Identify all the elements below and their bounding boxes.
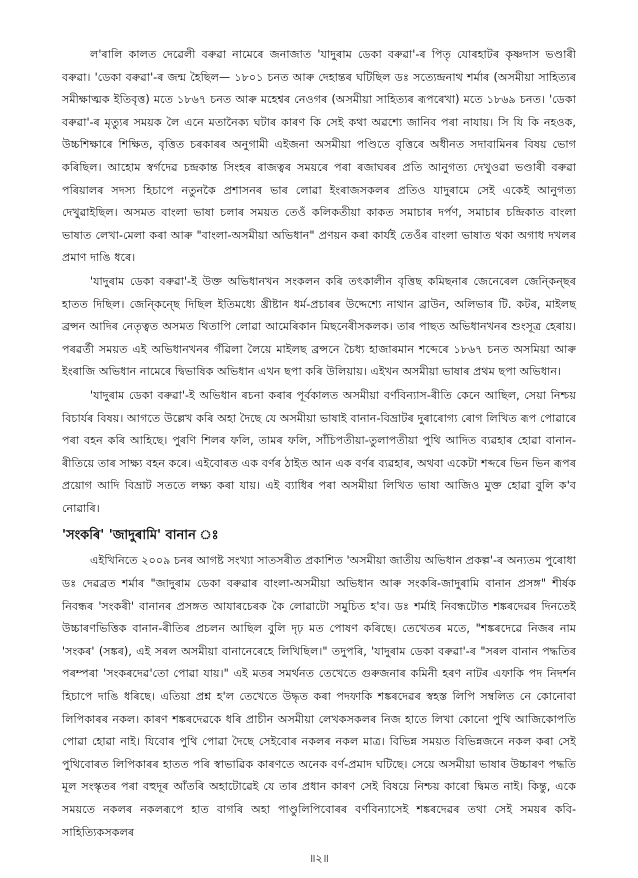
paragraph-1: ল'ৰালি কালত দেৱেলী বৰুৱা নামেৰে জনাজাত 'যাদুৰাম ডেকা বৰুৱা'-ৰ পিতৃ যোৰহাটৰ কৃষ্ণদাস ভণ্ডাৰী বৰুৱা। 'ডেকা বৰুৱা'-ৰ জন্ম হৈছিল— ১৮০১ চনত আৰু দেহান্তৰ ঘটিছিল ডঃ সত্যেন্দ্ৰনাথ শৰ্মাৰ (অসমীয়া সাহিত্যৰ সমীক্ষাত্মক ইতিবৃত্ত) মতে ১৮৬৭ চনত আৰু মহেশ্বৰ নেওগৰ (অসমীয়া সাহিত্যৰ ৰূপৰেখা) মতে ১৮৬৯ চনত। 'ডেকা বৰুৱা'-ৰ মৃত্যুৰ সময়ক লৈ এনে মতানৈক্য ঘটাৰ কাৰণ কি সেই কথা অৱশ্যে জানিব পৰা নাযায়। সি যি কি নহওক, উচ্চশিক্ষাৰে শিক্ষিত, বৃত্তিত চৰকাৰৰ অনুগামী এইজনা অসমীয়া পণ্ডিতে বৃত্তিৰে অধীনত সদাবামিনৰ বিষয় ভোগ কৰিছিল। আহোম স্বৰ্গদেৱ চন্দ্ৰকান্ত সিংহৰ ৰাজত্বৰ সময়ৰে পৰা ৰজাঘৰৰ প্ৰতি আনুগত্য দেখুওৱা ভণ্ডাৰী বৰুৱা পৰিয়ালৰ সদস্য হিচাপে নতুনকৈ প্ৰশাসনৰ ভাৰ লোৱা ইংৰাজসকলৰ প্ৰতিও যাদুৰামে সেই একেই আনুগত্য দেখুৱাইছিল। অসমত বাংলা ভাষা চলাৰ সময়ত তেওঁ কলিকতীয়া কাকত সমাচাৰ দৰ্পণ, সমাচাৰ চন্দ্ৰিকাত বাংলা ভাষাত লেখা-মেলা কৰা আৰু "বাংলা-অসমীয়া অভিধান" প্ৰণয়ন কৰা কাৰ্যই তেওঁৰ বাংলা ভাষাত থকা অগাধ দখলৰ প্ৰমাণ দাঙি ধৰে। xyxy=(62,48,576,265)
body-text xyxy=(62,44,576,845)
paragraph-4: এইখিনিতে ২০০৯ চনৰ আগষ্ট সংখ্যা সাতসৰীত প্ৰকাশিত 'অসমীয়া জাতীয় অভিধান প্ৰকল্প'-ৰ অন্যতম পুৰোধা ডঃ দেৱব্ৰত শৰ্মাৰ "জাদুৰাম ডেকা বৰুৱাৰ বাংলা-অসমীয়া অভিধান আৰু সংকৰি-জাদুৰামি বানান প্ৰসঙ্গ" শীৰ্ষক নিবন্ধৰ 'সংকৰী' বানানৰ প্ৰসঙ্গত আযাৰচেৰক কৈ লোৱাটো সমুচিত হ'ব। ডঃ শৰ্মাই নিবন্ধটোত শঙ্কৰদেৱৰ দিনতেই উচ্চাৰণভিত্তিক বানান-ৰীতিৰ প্ৰচলন আছিল বুলি দৃঢ় মত পোষণ কৰিছে। তেখেতৰ মতে, "শঙ্কৰদেৱে নিজৰ নাম 'সংকৰ' (সঙ্কৰ), এই সৰল অসমীয়া বানানেৰেহে লিখিছিল।" তদুপৰি, 'যাদুৰাম ডেকা বৰুৱা'-ৰ "সৰল বানান পদ্ধতিৰ পৰম্পৰা 'সংকৰদেৱ'তো পোৱা যায়।" এই মতৰ সমৰ্থনত তেখেতে গুৰুজনাৰ কমিনী হৰণ নাটৰ এফাকি পদ নিদৰ্শন হিচাপে দাঙি ধৰিছে। এতিয়া প্ৰশ্ন হ'ল তেখেতে উদ্ধৃত কৰা পদফাকি শঙ্কৰদেৱৰ স্বহস্ত লিপি সম্বলিত নে কোনোবা লিপিকাৰৰ নকল। কাৰণ শঙ্কৰদেৱকে ধৰি প্ৰাচীন অসমীয়া লেখকসকলৰ নিজ হাতে লিখা কোনো পুথি আজিকোপতি পোৱা হোৱা নাই। যিবোৰ পুথি পোৱা দৈছে সেইবোৰ নকলৰ নকল মাত্ৰ। বিভিন্ন সময়ত বিভিন্নজনে নকল কৰা সেই পুথিবোৰত লিপিকাৰৰ হাতত পৰি স্বাভাৱিক কাৰণতে অনেক বৰ্ণ-প্ৰমাদ ঘটিছে। সেয়ে অসমীয়া ভাষাৰ উচ্চাৰণ পদ্ধতি মূল সংস্কৃতৰ পৰা বহুদূৰ আঁতৰি অহাটোৱেই যে তাৰ প্ৰধান কাৰণ সেই বিষয়ে নিশ্চয় কাৰো দ্বিমত নাই। কিন্তু, একে সময়তে নকলৰ নকলৰূপে হাত বাগৰি অহা পাণ্ডুলিপিবোৰৰ বৰ্ণবিন্যাসেই শঙ্কৰদেৱৰ তথা সেই সময়ৰ কবি-সাহিত্যিকসকলৰ xyxy=(62,554,576,839)
paragraph-2: 'যাদুৰাম ডেকা বৰুৱা'-ই উক্ত অভিধানখন সংকলন কৰি তৎকালীন বৃত্তিছ কমিছনাৰ জেনেৰেল জেন্কিন্ছৰ হাতত দিছিল। জেন্কিন্ছে দিছিল ইতিমধ্যে খ্ৰীষ্টান ধৰ্ম-প্ৰচাৰৰ উদ্দেশ্যে নাথান ব্ৰাউন, অলিভাৰ টি. কটৰ, মাইলছ ব্ৰন্সন আদিৰ নেতৃত্বত অসমত থিতাপি লোৱা আমেৰিকান মিছনেৰীসকলক। তাৰ পাছত অভিধানখনৰ শুংসূত্ৰ হেৰায়। পৰৱৰ্তী সময়ত এই অভিধানখনৰ গঁৱিলা লৈয়ে মাইলছ ব্ৰন্সনে চৈধ্য হাজাৰমান শব্দেৰে ১৮৬৭ চনত অসমিয়া আৰু ইংৰাজি অভিধান নামেৰে দ্বিভাষিক অভিধান এখন ছপা কৰি উলিয়ায়। এইখন অসমীয়া ভাষাৰ প্ৰথম ছপা অভিধান। xyxy=(62,274,576,379)
paragraph-3: 'যাদুৰাম ডেকা বৰুৱা'-ই অভিধান ৰচনা কৰাৰ পূৰ্বকালত অসমীয়া বৰ্ণবিন্যাস-ৰীতি কেনে আছিল, সেয়া নিশ্চয় বিচাৰ্যৰ বিষয়। আগতে উল্লেখ কৰি অহা দৈছে যে অসমীয়া ভাষাই বানান-বিভ্ৰাটৰ দুৰাৰোগ্য ৰোগ লিখিত ৰূপ পোৱাৰে পৰা বহন কৰি আহিছে। পুৰণি শিলৰ ফলি, তামৰ ফলি, সাঁচিপতীয়া-তুলাপতীয়া পুথি আদিত ব্যৱহাৰ হোৱা বানান-ৰীতিয়ে তাৰ সাক্ষ্য বহন কৰে। এইবোৰত এক বৰ্ণৰ ঠাইত আন এক বৰ্ণৰ ব্যৱহাৰ, অথবা একেটা শব্দৰে ভিন ভিন ৰূপৰ প্ৰয়োগ আদি বিভ্ৰাট সততে লক্ষ্য কৰা যায়। এই ব্যাধিৰ পৰা অসমীয়া লিখিত ভাষা আজিও মুক্ত হোৱা বুলি ক'ব নোৱাৰি। xyxy=(62,388,576,515)
page-number: ॥২॥ xyxy=(309,852,329,865)
section-heading: 'সংকৰি' 'জাদুৰামি' বানান ঃ xyxy=(62,528,219,544)
